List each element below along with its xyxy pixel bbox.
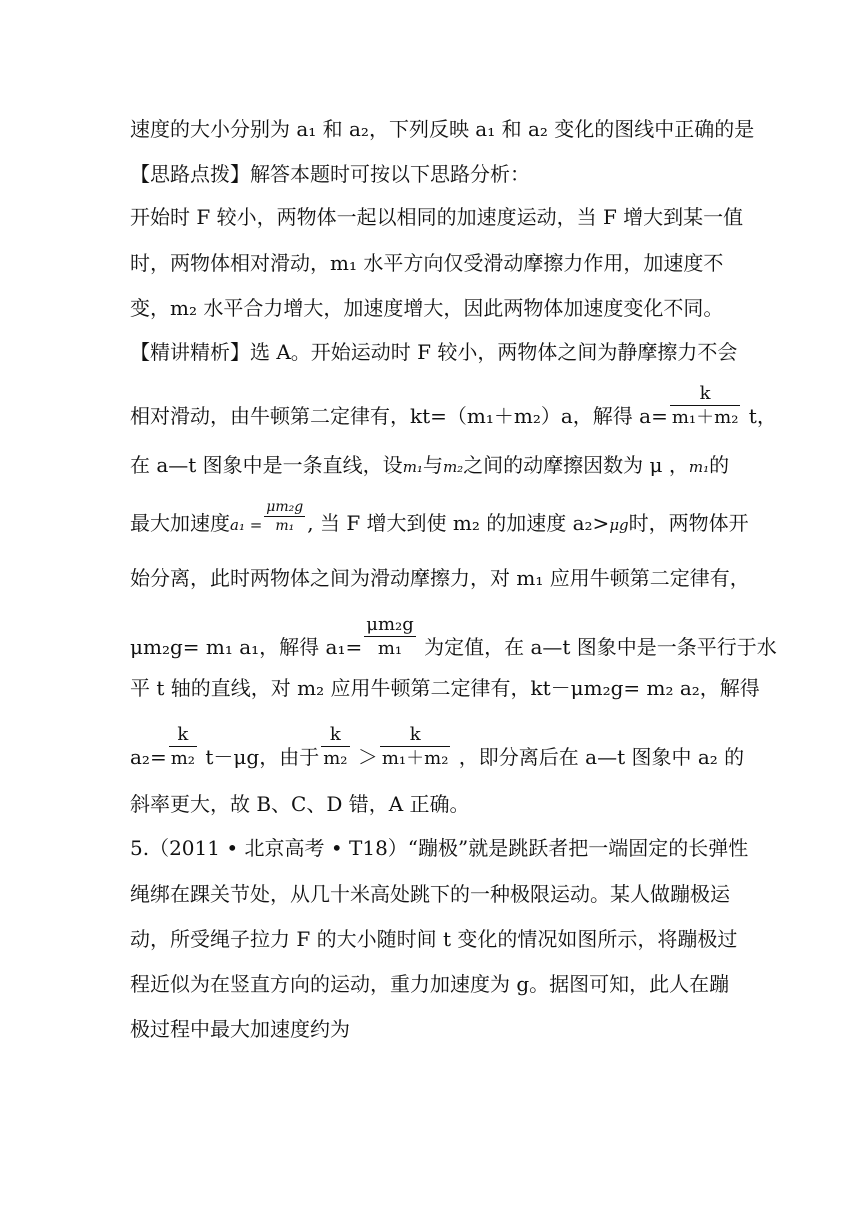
fraction: $\frac{k}{\text{m₂}}$ — [323, 724, 348, 769]
text-line: 5.（2011 • 北京高考 • T18）“蹦极”就是跳跃者把一端固定的长弹性 — [130, 836, 749, 860]
fraction: $\frac{k}{\text{m₁＋m₂}}$ — [381, 724, 449, 769]
text-line: 时，两物体相对滑动，m₁ 水平方向仅受滑动摩擦力作用，加速度不 — [130, 251, 724, 275]
text-line: 最大加速度a₁ = $\frac{\text{μm₂g}}{\text{m₁}}$ , 当 F 增大到使 m₂ 的加速度 a₂>μg时，两物体开 — [130, 499, 749, 535]
fraction: $\frac{\text{μm₂g}}{\text{m₁}}$ — [366, 614, 414, 659]
text-line: 速度的大小分别为 a₁ 和 a₂，下列反映 a₁ 和 a₂ 变化的图线中正确的是 — [130, 117, 755, 141]
text-line: 始分离，此时两物体之间为滑动摩擦力，对 m₁ 应用牛顿第二定律有， — [130, 566, 750, 590]
text-line: 动，所受绳子拉力 F 的大小随时间 t 变化的情况如图所示，将蹦极过 — [130, 927, 738, 951]
text-line: 斜率更大，故 B、C、D 错，A 正确。 — [130, 792, 470, 816]
fraction: $\frac{\text{μm₂g}}{\text{m₁}}$ — [266, 499, 304, 534]
fraction: $\frac{k}{\text{m₁＋m₂}}$ — [671, 383, 739, 428]
text-line: 【精讲精析】选 A。开始运动时 F 较小，两物体之间为静摩擦力不会 — [130, 340, 738, 364]
text-line: μm₂g= m₁ a₁，解得 a₁= $\frac{\text{μm₂g}}{\text{m₁}}$ 为定值，在 a—t 图象中是一条平行于水 — [130, 614, 777, 659]
text-line: a₂= $\frac{k}{\text{m₂}}$ t－μg，由于 $\frac{k}{\text{m₂}}$ ＞ $\frac{k}{\text{m₁＋m₂}}$ ，即分离后在 a—t 图象中 a₂ 的 — [130, 724, 745, 769]
text-line: 绳绑在踝关节处，从几十米高处跳下的一种极限运动。某人做蹦极运 — [130, 882, 730, 906]
text-line: 【思路点拨】解答本题时可按以下思路分析： — [130, 162, 530, 186]
text-line: 开始时 F 较小，两物体一起以相同的加速度运动，当 F 增大到某一值 — [130, 205, 744, 229]
text-line: 在 a—t 图象中是一条直线，设m₁与m₂之间的动摩擦因数为 μ ，m₁的 — [130, 453, 730, 477]
text-line: 极过程中最大加速度约为 — [130, 1017, 350, 1041]
text-line: 程近似为在竖直方向的运动，重力加速度为 g。据图可知，此人在蹦 — [130, 972, 730, 996]
text-line: 变，m₂ 水平合力增大，加速度增大，因此两物体加速度变化不同。 — [130, 296, 724, 320]
text-line: 平 t 轴的直线，对 m₂ 应用牛顿第二定律有，kt－μm₂g= m₂ a₂，解得 — [130, 676, 760, 700]
text-line: 相对滑动，由牛顿第二定律有，kt=（m₁＋m₂）a，解得 a= $\frac{k}{\text{m₁＋m₂}}$ t， — [130, 383, 777, 428]
fraction: $\frac{k}{\text{m₂}}$ — [170, 724, 195, 769]
